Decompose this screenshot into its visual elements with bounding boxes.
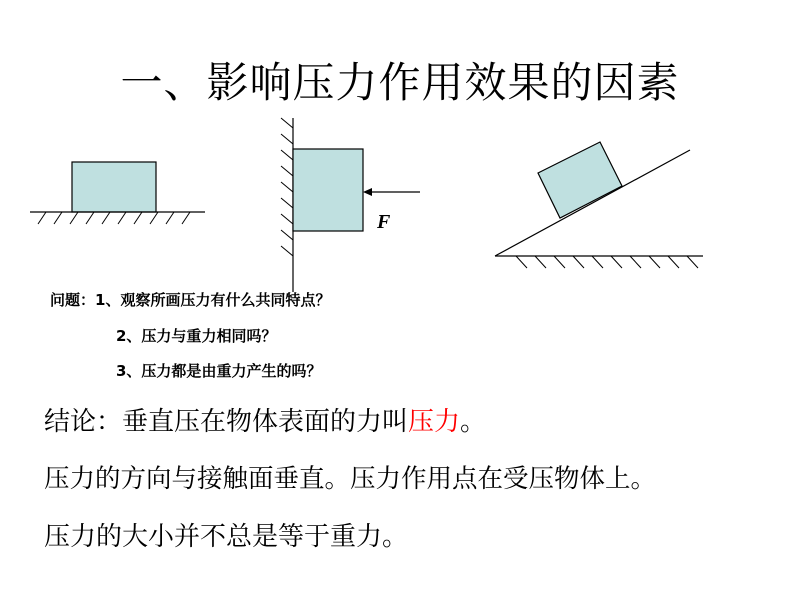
conclusion-line-1 — [44, 401, 486, 438]
question-prefix: 问题： — [50, 291, 96, 309]
conclusion-line-1-suffix: 。 — [460, 407, 487, 437]
block-wall — [293, 149, 363, 231]
slide-title: 一、影响压力作用效果的因素 — [120, 58, 680, 107]
force-arrowhead — [363, 188, 372, 196]
question-1 — [50, 289, 330, 310]
question-2: 2、压力与重力相同吗？ — [116, 327, 277, 345]
diagram-horizontal-surface — [30, 162, 205, 224]
diagram-inclined-plane — [495, 142, 703, 268]
conclusion-line-3: 压力的大小并不总是等于重力。 — [44, 522, 409, 552]
diagram-vertical-wall — [281, 118, 420, 292]
pressure-term-highlight: 压力 — [408, 407, 461, 437]
force-label: F — [377, 211, 391, 233]
wall-hatching — [281, 118, 293, 256]
block-horizontal — [72, 162, 156, 212]
question-3: 3、压力都是由重力产生的吗？ — [116, 362, 322, 380]
ground-hatching — [38, 212, 190, 224]
conclusion-line-1-prefix: 结论：垂直压在物体表面的力叫 — [44, 407, 409, 437]
question-1-text: 1、观察所画压力有什么共同特点？ — [95, 291, 331, 309]
block-incline — [538, 142, 622, 218]
conclusion-line-2: 压力的方向与接触面垂直。压力作用点在受压物体上。 — [44, 464, 657, 494]
incline-hatching — [516, 256, 698, 268]
